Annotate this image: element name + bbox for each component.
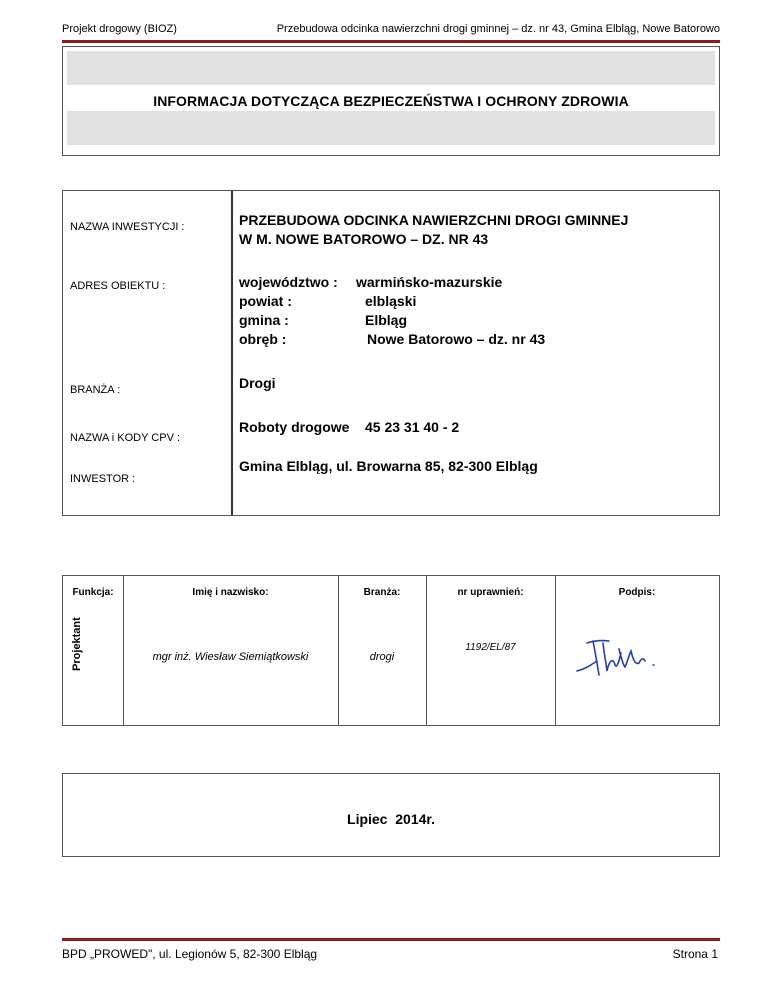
address-val: elbląski <box>365 293 417 309</box>
column-header-branch: Branża: <box>363 587 401 598</box>
address-row <box>239 273 545 292</box>
address-label: ADRES OBIEKTU : <box>70 280 166 292</box>
investment-label: NAZWA INWESTYCJI : <box>70 221 185 233</box>
column-header-signature: Podpis: <box>618 587 656 598</box>
handwritten-signature <box>573 631 673 681</box>
address-val: warmińsko-mazurskie <box>356 274 503 290</box>
column-header-license: nr uprawnień: <box>457 587 524 598</box>
address-key: obręb : <box>239 331 287 347</box>
investor-value: Gmina Elbląg, ul. Browarna 85, 82-300 Elbląg <box>239 458 538 474</box>
investment-name <box>239 211 628 249</box>
header-right-text: Przebudowa odcinka nawierzchni drogi gminnej – dz. nr 43, Gmina Elbląg, Nowe Batorowo <box>276 23 720 35</box>
title-band-top <box>67 51 715 85</box>
address-key: gmina : <box>239 312 289 328</box>
table-divider <box>555 576 556 725</box>
title-box <box>62 46 720 156</box>
header-left-text: Projekt drogowy (BIOZ) <box>62 23 177 35</box>
role-projektant: Projektant <box>71 617 83 671</box>
footer-company: BPD „PROWED", ul. Legionów 5, 82-300 Elbląg <box>62 947 318 961</box>
header-rule <box>62 40 720 43</box>
address-row <box>239 330 545 349</box>
branch-value: Drogi <box>239 375 276 391</box>
address-key: powiat : <box>239 293 292 309</box>
cpv-value: Roboty drogowe 45 23 31 40 - 2 <box>239 419 460 435</box>
address-value <box>239 273 545 349</box>
footer-rule <box>62 938 720 941</box>
investor-label: INWESTOR : <box>70 473 136 485</box>
document-title: INFORMACJA DOTYCZĄCA BEZPIECZEŃSTWA I OCHRONY ZDROWIA <box>153 93 629 109</box>
signature-table <box>62 575 720 726</box>
designer-name: mgr inż. Wiesław Siemiątkowski <box>152 651 309 663</box>
designer-branch: drogi <box>369 651 395 663</box>
investment-line-2: W M. NOWE BATOROWO – DZ. NR 43 <box>239 231 489 247</box>
column-header-function: Funkcja: <box>72 587 114 598</box>
license-number: 1192/EL/87 <box>465 642 516 653</box>
document-date: Lipiec 2014r. <box>347 811 435 827</box>
address-val: Nowe Batorowo – dz. nr 43 <box>367 331 546 347</box>
title-band-bottom <box>67 111 715 145</box>
page-number: Strona 1 <box>672 947 718 961</box>
cpv-label: NAZWA i KODY CPV : <box>70 432 181 444</box>
info-divider <box>231 191 233 515</box>
column-header-name: Imię i nazwisko: <box>192 587 269 598</box>
project-info-box <box>62 190 720 516</box>
address-val: Elbląg <box>365 312 408 328</box>
date-box <box>62 773 720 857</box>
address-row <box>239 311 545 330</box>
address-key: województwo : <box>239 274 338 290</box>
branch-label: BRANŻA : <box>70 384 121 396</box>
address-row <box>239 292 545 311</box>
investment-line-1: PRZEBUDOWA ODCINKA NAWIERZCHNI DROGI GMINNEJ <box>239 212 629 228</box>
